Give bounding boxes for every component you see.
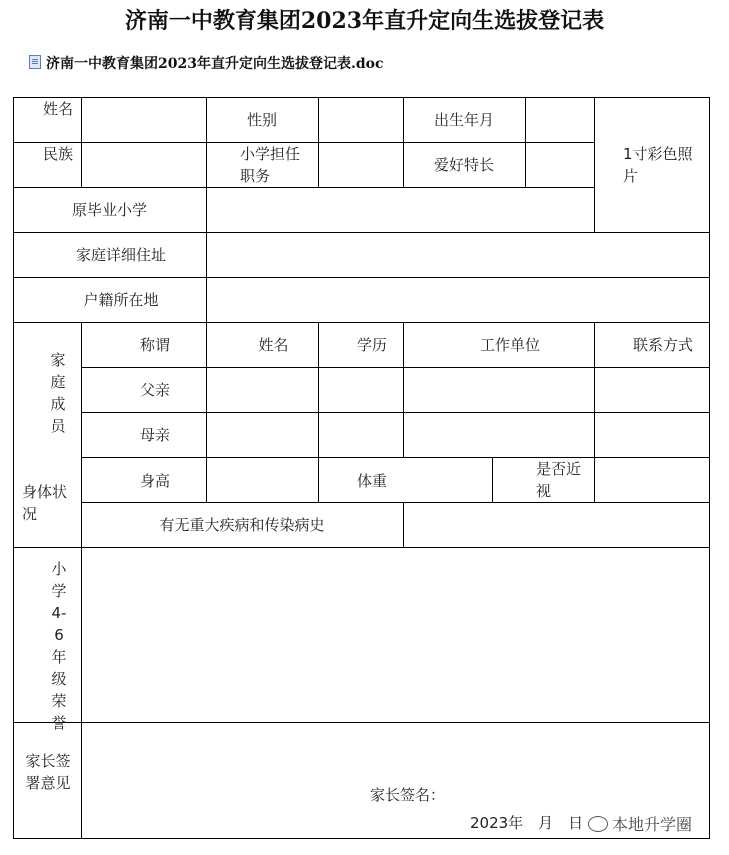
header-member-name: 姓名 bbox=[258, 336, 289, 354]
sign-date: 2023年 月 日 bbox=[470, 814, 584, 832]
parent-signature-label: 家长签名： bbox=[370, 786, 446, 804]
grid-line bbox=[13, 232, 710, 233]
grid-line bbox=[81, 502, 710, 503]
label-mother: 母亲 bbox=[139, 426, 170, 444]
attachment-link[interactable] bbox=[29, 53, 384, 73]
grid-line bbox=[525, 97, 526, 187]
grid-line bbox=[81, 457, 710, 458]
label-photo: 1寸彩色照片 bbox=[623, 145, 693, 185]
label-hukou: 户籍所在地 bbox=[83, 291, 159, 309]
grid-line bbox=[13, 277, 710, 278]
grid-line bbox=[13, 547, 710, 548]
watermark bbox=[588, 812, 692, 835]
doc-file-icon bbox=[29, 55, 41, 69]
grid-line bbox=[403, 502, 404, 547]
page-title: 济南一中教育集团2023年直升定向生选拔登记表 bbox=[124, 8, 605, 34]
header-employer: 工作单位 bbox=[479, 336, 540, 354]
label-myopia: 是否近视 bbox=[536, 460, 582, 500]
grid-line bbox=[81, 97, 82, 187]
attachment-name: 济南一中教育集团2023年直升定向生选拔登记表.doc bbox=[46, 56, 384, 72]
label-father: 父亲 bbox=[139, 381, 170, 399]
grid-line bbox=[13, 322, 710, 323]
grid-line bbox=[594, 457, 595, 502]
label-parent-opinion: 家长签署意见 bbox=[25, 752, 71, 792]
label-name: 姓名 bbox=[42, 100, 73, 118]
grid-line bbox=[594, 97, 595, 232]
grid-line bbox=[709, 97, 710, 839]
header-contact: 联系方式 bbox=[632, 336, 693, 354]
label-primary-school: 原毕业小学 bbox=[71, 201, 147, 219]
grid-line bbox=[81, 367, 710, 368]
header-relation: 称谓 bbox=[139, 336, 170, 354]
label-family: 家庭成员 bbox=[50, 351, 66, 435]
label-class-role: 小学担任职务 bbox=[240, 145, 301, 185]
label-disease: 有无重大疾病和传染病史 bbox=[159, 516, 325, 534]
label-birth: 出生年月 bbox=[433, 111, 494, 129]
grid-line bbox=[318, 97, 319, 187]
label-ethnicity: 民族 bbox=[42, 145, 73, 163]
grid-line bbox=[13, 722, 710, 723]
wechat-icon bbox=[588, 816, 608, 832]
grid-line bbox=[492, 457, 493, 502]
grid-line bbox=[81, 412, 710, 413]
grid-line bbox=[13, 97, 710, 98]
label-gender: 性别 bbox=[246, 111, 277, 129]
grid-line bbox=[13, 187, 595, 188]
label-height: 身高 bbox=[139, 472, 170, 490]
label-honors: 小学4-6年级荣誉 bbox=[51, 560, 67, 732]
label-weight: 体重 bbox=[356, 472, 387, 490]
label-address: 家庭详细住址 bbox=[75, 246, 166, 264]
label-health: 身体状况 bbox=[22, 483, 68, 523]
watermark-text: 本地升学圈 bbox=[612, 815, 693, 834]
label-hobby: 爱好特长 bbox=[433, 156, 494, 174]
grid-line bbox=[13, 838, 710, 839]
header-education: 学历 bbox=[356, 336, 387, 354]
